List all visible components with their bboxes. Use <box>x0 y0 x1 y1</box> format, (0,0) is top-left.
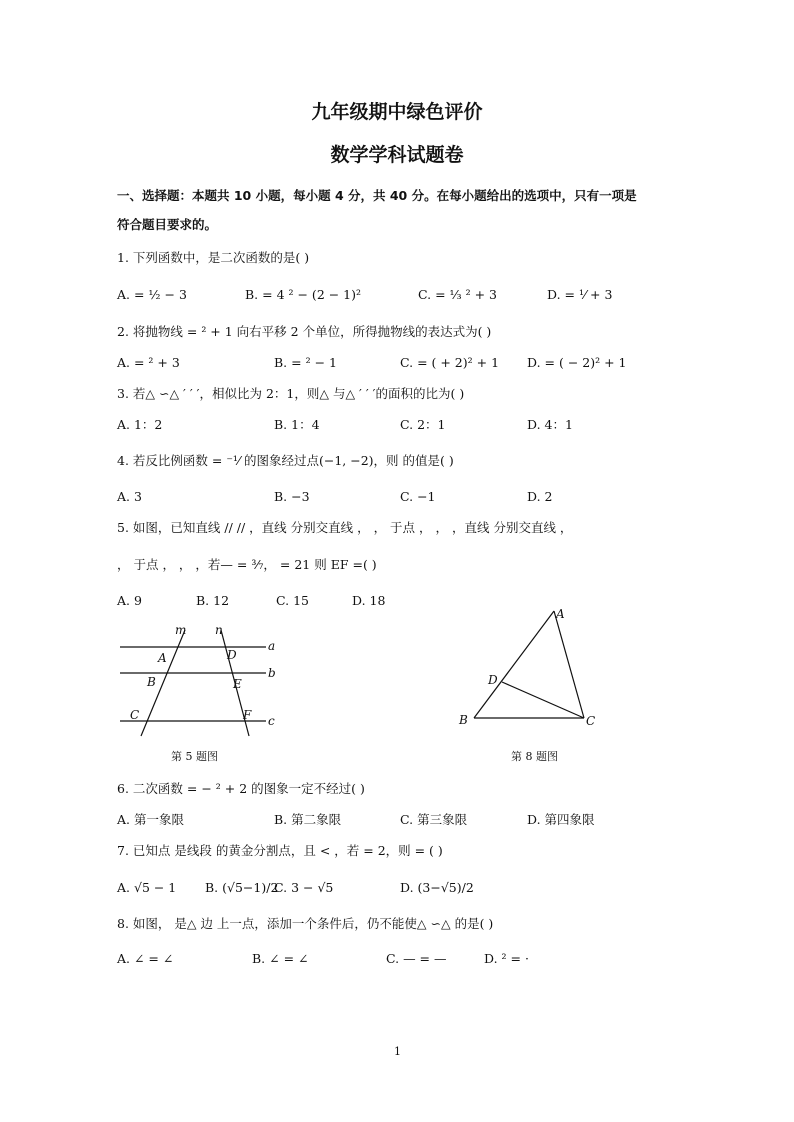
question-8-option-d: D. ² = · <box>484 951 529 966</box>
question-6-option-a: A. 第一象限 <box>117 812 184 827</box>
question-1-option-c: C. = ⅓ ² + 3 <box>418 287 497 302</box>
label-b: b <box>268 666 276 680</box>
question-1-option-b: B. = 4 ² − (2 − 1)² <box>245 287 362 302</box>
label-D: D <box>488 673 498 687</box>
question-5-stem-line1: 5. 如图，已知直线 // // ，直线 分别交直线 ， ， 于点 ， ， ，直线 分别交直线 ， <box>117 520 573 535</box>
question-2-option-a: A. = ² + 3 <box>117 355 180 370</box>
label-C: C <box>586 714 596 728</box>
question-5-option-b: B. 12 <box>196 593 230 608</box>
question-4-option-b: B. −3 <box>274 489 310 504</box>
question-6-stem: 6. 二次函数 = − ² + 2 的图象一定不经过( ) <box>117 781 365 796</box>
label-n: n <box>215 623 223 637</box>
question-7-option-c: C. 3 − √5 <box>274 880 334 895</box>
question-1-option-a: A. = ½ − 3 <box>117 287 187 302</box>
figure-8-diagram <box>455 604 605 732</box>
question-2-option-c: C. = ( + 2)² + 1 <box>400 355 500 370</box>
question-4-option-a: A. 3 <box>117 489 142 504</box>
question-1-stem: 1. 下列函数中，是二次函数的是( ) <box>117 250 310 265</box>
label-C: C <box>130 708 140 722</box>
question-1-option-d: D. = ¹⁄ + 3 <box>547 287 613 302</box>
question-7-option-a: A. √5 − 1 <box>117 880 177 895</box>
label-F: F <box>243 708 252 722</box>
question-8-option-b: B. ∠ = ∠ <box>252 951 309 966</box>
segment-dc <box>502 682 584 718</box>
figure-5-diagram <box>110 618 285 740</box>
question-7-option-b: B. (√5−1)/2 <box>205 880 279 895</box>
label-A: A <box>556 607 565 621</box>
question-8-option-c: C. — = — <box>386 951 447 966</box>
section-intro-line2: 符合题目要求的。 <box>117 217 218 232</box>
page-title: 九年级期中绿色评价 <box>311 101 483 123</box>
question-5-option-a: A. 9 <box>117 593 142 608</box>
label-A: A <box>158 651 167 665</box>
page-subtitle: 数学学科试题卷 <box>330 144 464 166</box>
section-intro-line1: 一、选择题：本题共 10 小题，每小题 4 分，共 40 分。在每小题给出的选项中，只有一项是 <box>117 188 637 203</box>
question-2-option-b: B. = ² − 1 <box>274 355 337 370</box>
question-6-option-b: B. 第二象限 <box>274 812 342 827</box>
label-E: E <box>233 677 242 691</box>
label-B: B <box>147 675 156 689</box>
question-6-option-c: C. 第三象限 <box>400 812 468 827</box>
page-number: 1 <box>394 1045 401 1058</box>
question-4-option-d: D. 2 <box>527 489 553 504</box>
label-m: m <box>175 623 187 637</box>
side-ac <box>554 611 584 718</box>
label-c: c <box>268 714 275 728</box>
question-5-option-d: D. 18 <box>352 593 386 608</box>
label-a: a <box>268 639 276 653</box>
question-3-stem: 3. 若△ ∽△ ′ ′ ′，相似比为 2：1，则△ 与△ ′ ′ ′的面积的比为( ) <box>117 386 465 401</box>
question-4-option-c: C. −1 <box>400 489 436 504</box>
figure-8-caption: 第 8 题图 <box>511 750 558 763</box>
figure-5-caption: 第 5 题图 <box>171 750 218 763</box>
question-5-stem-line2: ， 于点 ， ， ，若— = ³⁄₇， = 21 则 EF =( ) <box>117 557 377 572</box>
question-3-option-d: D. 4：1 <box>527 417 573 432</box>
question-7-stem: 7. 已知点 是线段 的黄金分割点，且 < ，若 = 2，则 = ( ) <box>117 843 443 858</box>
question-2-stem: 2. 将抛物线 = ² + 1 向右平移 2 个单位，所得抛物线的表达式为( ) <box>117 324 492 339</box>
question-3-option-c: C. 2：1 <box>400 417 446 432</box>
question-3-option-b: B. 1：4 <box>274 417 320 432</box>
question-8-stem: 8. 如图， 是△ 边 上一点，添加一个条件后，仍不能使△ ∽△ 的是( ) <box>117 916 494 931</box>
question-5-option-c: C. 15 <box>276 593 309 608</box>
question-2-option-d: D. = ( − 2)² + 1 <box>527 355 627 370</box>
question-8-option-a: A. ∠ = ∠ <box>117 951 174 966</box>
question-4-stem: 4. 若反比例函数 = ⁻¹⁄ 的图象经过点(−1, −2)，则 的值是( ) <box>117 453 454 468</box>
question-3-option-a: A. 1：2 <box>117 417 163 432</box>
label-B: B <box>459 713 468 727</box>
label-D: D <box>227 648 237 662</box>
question-6-option-d: D. 第四象限 <box>527 812 595 827</box>
question-7-option-d: D. (3−√5)/2 <box>400 880 474 895</box>
side-ab <box>474 611 554 718</box>
